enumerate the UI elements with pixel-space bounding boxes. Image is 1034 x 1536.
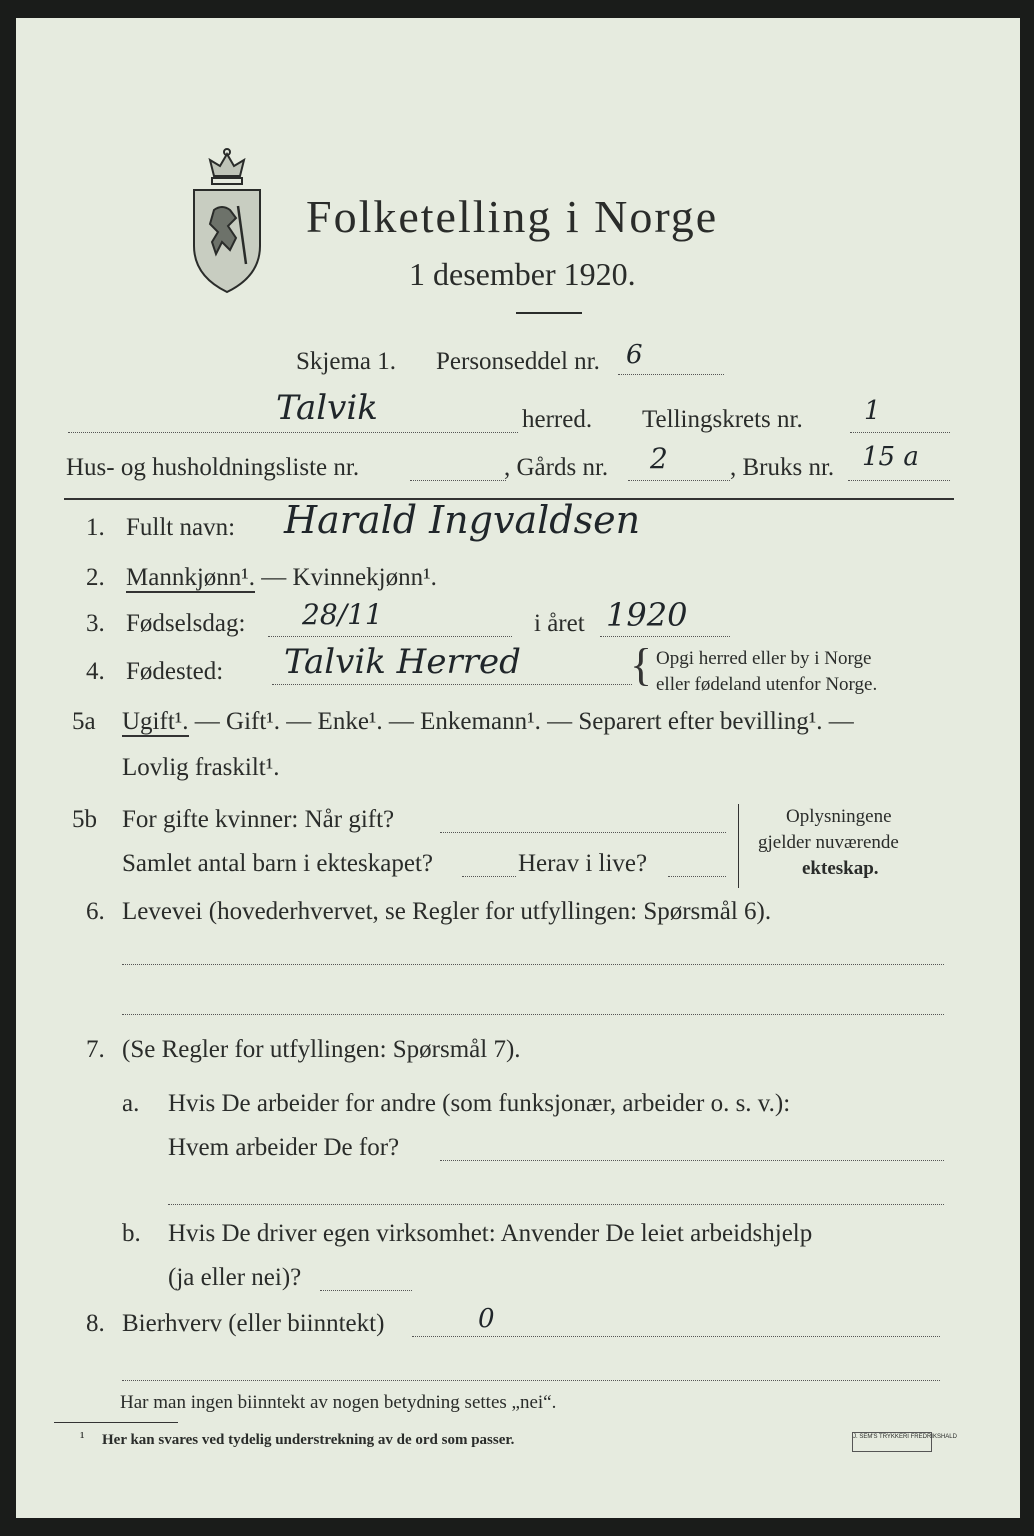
marital-other-options[interactable]: — Gift¹. — Enke¹. — Enkemann¹. — Separert efter bevilling¹. — — [188, 708, 854, 735]
printer-stamp: J. SEM'S TRYKKERI FREDRIKSHALD — [852, 1432, 932, 1452]
q5a-options — [122, 708, 854, 736]
gards-value[interactable]: 2 — [650, 442, 668, 475]
gards-field-line — [628, 480, 730, 481]
hired-help-field-line — [320, 1290, 412, 1291]
q7b-letter: b. — [122, 1220, 141, 1247]
personseddel-field-line — [618, 374, 724, 375]
q6-number: 6. — [86, 898, 105, 925]
married-when-field-line — [440, 832, 726, 833]
census-form — [16, 18, 1020, 1518]
female-option[interactable]: — Kvinnekjønn¹. — [255, 564, 437, 591]
q7b-line-1: Hvis De driver egen virksomhet: Anvender De leiet arbeidshjelp — [168, 1220, 813, 1247]
q5b-number: 5b — [72, 806, 97, 833]
occupation-field-line-1 — [122, 964, 944, 965]
footnote-mark: ¹ — [80, 1430, 85, 1446]
q3-label: Fødselsdag: — [126, 610, 246, 637]
secondary-income-label: Bierhverv (eller biinntekt) — [122, 1310, 385, 1337]
q4-label: Fødested: — [126, 658, 224, 685]
year-field-line — [600, 636, 730, 637]
herred-value[interactable]: Talvik — [276, 388, 378, 428]
birthplace-value[interactable]: Talvik Herred — [284, 642, 521, 682]
bruks-value[interactable]: 15 a — [862, 442, 919, 472]
q1-number: 1. — [86, 514, 105, 541]
gards-label: , Gårds nr. — [504, 454, 609, 481]
marriage-note-2: gjelder nuværende — [758, 832, 899, 853]
q7-number: 7. — [86, 1036, 105, 1063]
employer-field-line — [440, 1160, 944, 1161]
hired-help-label: (ja eller nei)? — [168, 1264, 302, 1291]
tellingskrets-field-line — [850, 432, 950, 433]
year-label: i året — [534, 610, 585, 637]
tellingskrets-label: Tellingskrets nr. — [642, 406, 803, 433]
children-alive-field-line — [668, 876, 726, 877]
footer-note: Har man ingen biinntekt av nogen betydning settes „nei“. — [120, 1392, 557, 1413]
q5a-number: 5a — [72, 708, 96, 735]
occupation-label: Levevei (hovederhvervet, se Regler for utfyllingen: Spørsmål 6). — [122, 898, 772, 925]
full-name-value[interactable]: Harald Ingvaldsen — [284, 498, 641, 542]
coat-of-arms-icon — [184, 146, 270, 296]
q4-number: 4. — [86, 658, 105, 685]
q7-label: (Se Regler for utfyllingen: Spørsmål 7). — [122, 1036, 521, 1063]
male-option[interactable]: Mannkjønn¹. — [126, 564, 256, 591]
birth-year-value[interactable]: 1920 — [606, 596, 688, 634]
secondary-income-field-line-2 — [122, 1380, 940, 1381]
bruks-label: , Bruks nr. — [730, 454, 835, 481]
q2-options — [126, 564, 437, 592]
q7a-line-1: Hvis De arbeider for andre (som funksjonær, arbeider o. s. v.): — [168, 1090, 791, 1117]
children-alive-label: Herav i live? — [518, 850, 648, 877]
personseddel-value[interactable]: 6 — [626, 340, 643, 370]
q1-label: Fullt navn: — [126, 514, 236, 541]
birthday-field-line — [268, 636, 512, 637]
divorced-option[interactable]: Lovlig fraskilt¹. — [122, 754, 280, 781]
personseddel-label: Personseddel nr. — [436, 348, 600, 375]
form-title: Folketelling i Norge — [306, 191, 719, 242]
q2-number: 2. — [86, 564, 105, 591]
footnote-text: Her kan svares ved tydelig understrekning av de ord som passer. — [102, 1432, 515, 1448]
herred-field-line — [68, 432, 518, 433]
bruks-field-line — [848, 480, 950, 481]
secondary-income-field-line — [412, 1336, 940, 1337]
skjema-label: Skjema 1. — [296, 348, 396, 375]
tellingskrets-value[interactable]: 1 — [864, 396, 881, 426]
herred-label: herred. — [522, 406, 593, 433]
birthplace-note-1: Opgi herred eller by i Norge — [656, 648, 872, 669]
footnote-rule — [54, 1422, 178, 1423]
q8-number: 8. — [86, 1310, 105, 1337]
marriage-note-3: ekteskap. — [802, 858, 879, 879]
census-date: 1 desember 1920. — [409, 256, 636, 292]
employer-field-line-2 — [168, 1204, 944, 1205]
birthplace-note-2: eller fødeland utenfor Norge. — [656, 674, 878, 695]
children-total-field-line — [462, 876, 516, 877]
birthplace-field-line — [272, 684, 632, 685]
secondary-income-value[interactable]: 0 — [478, 1304, 495, 1334]
husliste-label: Hus- og husholdningsliste nr. — [66, 454, 360, 481]
married-when-label: For gifte kvinner: Når gift? — [122, 806, 395, 833]
marriage-note-bracket — [738, 804, 741, 888]
birthday-value[interactable]: 28/11 — [302, 598, 383, 631]
employer-label: Hvem arbeider De for? — [168, 1134, 400, 1161]
title-divider — [516, 312, 582, 314]
birthplace-brace: { — [630, 639, 653, 690]
occupation-field-line-2 — [122, 1014, 944, 1015]
q3-number: 3. — [86, 610, 105, 637]
husliste-field-line — [410, 480, 506, 481]
children-total-label: Samlet antal barn i ekteskapet? — [122, 850, 433, 877]
q7a-letter: a. — [122, 1090, 140, 1117]
marriage-note-1: Oplysningene — [786, 806, 892, 827]
unmarried-option[interactable]: Ugift¹. — [122, 708, 189, 735]
